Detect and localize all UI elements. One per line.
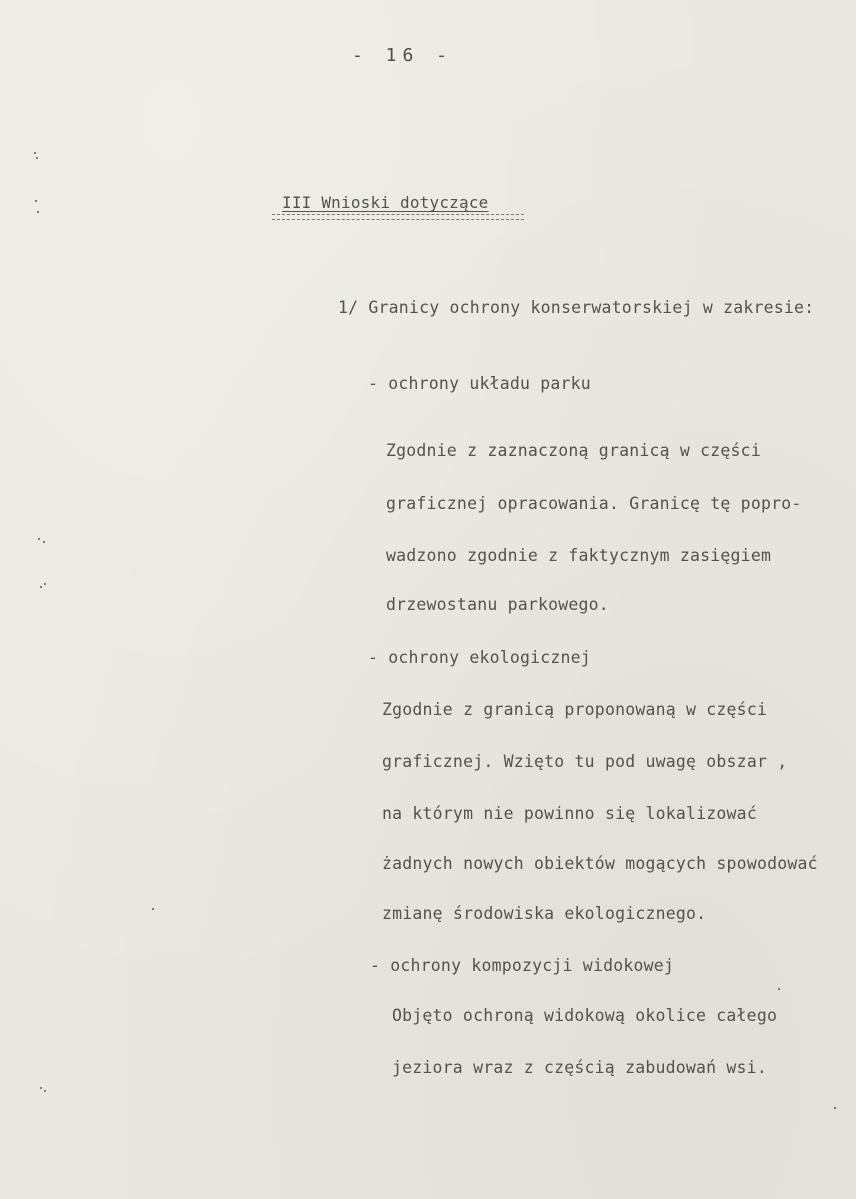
subsection-ecological: - ochrony ekologicznej	[368, 648, 591, 667]
text-line: zmianę środowiska ekologicznego.	[382, 904, 707, 923]
text-line: graficznej opracowania. Granicę tę popro-	[386, 494, 802, 513]
margin-speck	[152, 908, 154, 910]
margin-speck	[37, 211, 39, 213]
margin-speck	[834, 1107, 836, 1109]
margin-speck	[35, 200, 37, 202]
page-number: - 16 -	[352, 45, 454, 66]
text-line: Zgodnie z granicą proponowaną w części	[382, 700, 768, 719]
margin-speck	[40, 1087, 42, 1089]
section-heading: III Wnioski dotyczące	[282, 193, 489, 212]
text-line: na którym nie powinno się lokalizować	[382, 804, 757, 823]
text-line: żadnych nowych obiektów mogących spowodować	[382, 854, 818, 873]
margin-speck	[43, 541, 45, 543]
text-line: Zgodnie z zaznaczoną granicą w części	[386, 441, 761, 460]
subsection-park-layout: - ochrony układu parku	[368, 374, 591, 393]
margin-speck	[44, 583, 46, 585]
margin-speck	[40, 586, 42, 588]
heading-double-underline	[272, 214, 524, 220]
text-line: jeziora wraz z częścią zabudowań wsi.	[392, 1058, 767, 1077]
margin-speck	[44, 1090, 46, 1092]
list-item-1-title: 1/ Granicy ochrony konserwatorskiej w zakresie:	[338, 298, 815, 317]
margin-speck	[778, 988, 780, 990]
text-line: Objęto ochroną widokową okolice całego	[392, 1006, 778, 1025]
text-line: wadzono zgodnie z faktycznym zasięgiem	[386, 546, 772, 565]
text-line: drzewostanu parkowego.	[386, 595, 609, 614]
subsection-view-composition: - ochrony kompozycji widokowej	[370, 956, 675, 975]
margin-speck	[34, 152, 36, 154]
margin-speck	[38, 538, 40, 540]
margin-speck	[36, 157, 38, 159]
text-line: graficznej. Wzięto tu pod uwagę obszar ,	[382, 752, 788, 771]
